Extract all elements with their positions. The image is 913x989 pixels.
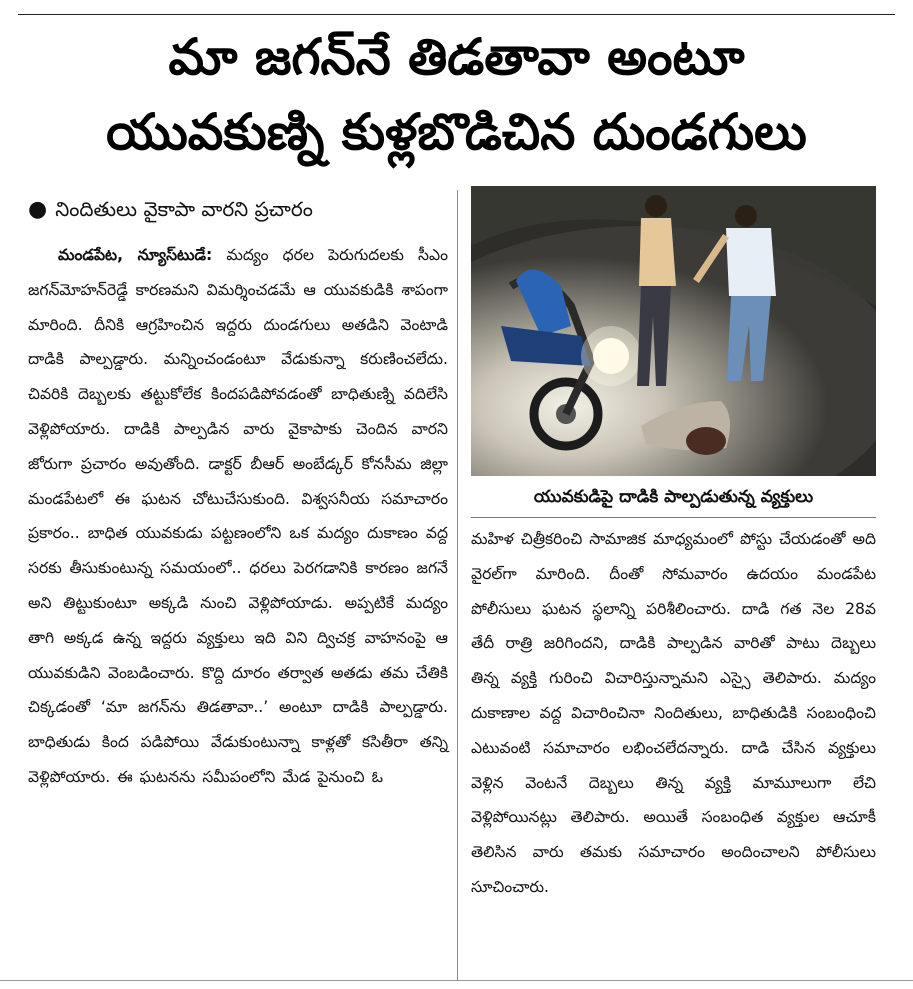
subheading — [28, 193, 448, 226]
headline-line-1: మా జగన్‌నే తిడతావా అంటూ — [168, 28, 745, 86]
subheading-text: నిందితులు వైకాపా వారని ప్రచారం — [55, 197, 313, 221]
article-text-left: మద్యం ధరల పెరుగుదలకు సీఎం జగన్‌మోహన్‌రెడ్డే కారణమని విమర్శించడమే ఆ యువకుడికి శాపంగా మారింది. దీనికి ఆగ్రహించిన ఇద్దరు దుండగులు అతడిని వెంటాడి దాడికి పాల్పడ్డారు. మన్నించండంటూ వేడుకున్నా కరుణించలేదు. చివరికి దెబ్బలకు తట్టుకోలేక కిందపడిపోవడంతో బాధితుణ్ని వదిలేసి వెళ్లిపోయారు. దాడికి పాల్పడిన వారు వైకాపాకు చెందిన వారని జోరుగా ప్రచారం అవుతోంది. డాక్టర్ బీఆర్ అంబేడ్కర్ కోనసీమ జిల్లా మండపేటలో ఈ ఘటన చోటుచేసుకుంది. విశ్వసనీయ సమాచారం ప్రకారం.. బాధిత యువకుడు పట్టణంలోని ఒక మద్యం దుకాణం వద్ద సరకు తీసుకుంటున్న సమయంలో.. ధరలు పెరగడానికి కారణం జగనే అని తిట్టుకుంటూ అక్కడి నుంచి వెళ్లిపోయాడు. అప్పటికే మద్యం తాగి అక్కడ ఉన్న ఇద్దరు వ్యక్తులు ఇది విని ద్విచక్ర వాహనంపై ఆ యువకుడిని వెంబడించారు. కొద్ది దూరం తర్వాత అతడు తమ చేతికి చిక్కడంతో ‘మా జగన్‌ను తిడతావా..’ అంటూ దాడికి పాల్పడ్డారు. బాధితుడు కింద పడిపోయి వేడుకుంటున్నా కాళ్లతో కసితీరా తన్ని వెళ్లిపోయారు. ఈ ఘటనను సమీపంలోని మేడ పైనుంచి ఓ — [28, 246, 448, 786]
article-body-right: మహిళ చిత్రీకరించి సామాజిక మాధ్యమంలో పోస్టు చేయడంతో అది వైరల్‌గా మారింది. దీంతో సోమవారం ఉదయం మండపేట పోలీసులు ఘటన స్థలాన్ని పరిశీలించారు. దాడి గత నెల 28వ తేదీ రాత్రి జరిగిందని, దాడికి పాల్పడిన వారితో పాటు దెబ్బలు తిన్న వ్యక్తి గురించి విచారిస్తున్నామని ఎస్సై తెలిపారు. మద్యం దుకాణాల వద్ద విచారించినా నిందితులు, బాధితుడికి సంబంధించి ఎటువంటి సమాచారం లభించలేదన్నారు. దాడి చేసిన వ్యక్తులు వెళ్లిన వెంటనే దెబ్బలు తిన్న వ్యక్తి మామూలుగా లేచి వెళ్లిపోయినట్లు తెలిపారు. అయితే సంబంధిత వ్యక్తుల ఆచూకీ తెలిసిన వారు తమకు సమాచారం అందించాలని పోలీసులు సూచించారు. — [471, 530, 876, 896]
dateline: మండపేట, న్యూస్‌టుడే: — [58, 246, 213, 264]
photo-caption: యువకుడిపై దాడికి పాల్పడుతున్న వ్యక్తులు — [533, 487, 814, 507]
caption-rule — [471, 517, 876, 518]
article-column-right — [471, 522, 876, 905]
bottom-rule — [0, 980, 913, 989]
top-rule — [18, 14, 895, 15]
headline-line-2: యువకుణ్ని కుళ్లబొడిచిన దుండగులు — [106, 103, 807, 161]
article-column-left — [28, 193, 448, 795]
article-body-left — [28, 238, 448, 795]
photo-illustration — [471, 186, 876, 476]
bullet-icon: ● — [28, 197, 48, 222]
news-photo — [471, 186, 876, 476]
column-divider — [457, 190, 458, 980]
headline — [18, 20, 895, 170]
cropped-previous-line — [0, 0, 913, 14]
